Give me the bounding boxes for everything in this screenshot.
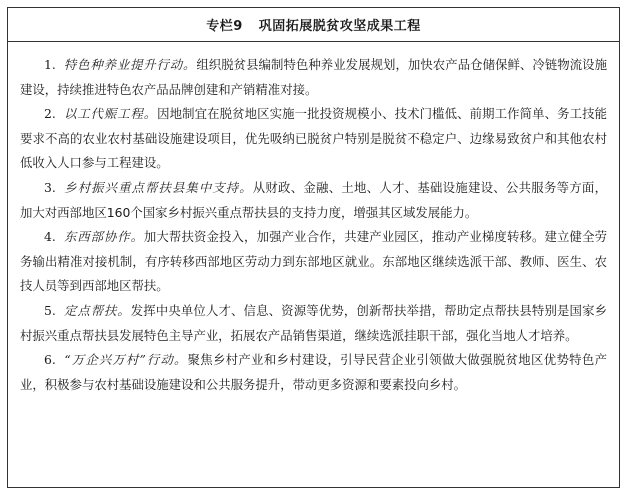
- item-heading: 乡村振兴重点帮扶县集中支持。: [64, 179, 253, 195]
- column-box: [7, 7, 620, 488]
- item-body: 发挥中央单位人才、信息、资源等优势，创新帮扶举措，帮助定点帮扶县特别是国家乡村振兴重点帮扶县发展特色主导产业，拓展农产品销售渠道，继续选派挂职干部，强化当地人才培养。: [20, 302, 608, 343]
- item-body: 因地制宜在脱贫地区实施一批投资规模小、技术门槛低、前期工作简单、务工技能要求不高的农业农村基础设施建设项目，优先吸纳已脱贫户特别是脱贫不稳定户、边缘易致贫户和其他农村低收入人口参与工程建设。: [20, 106, 608, 171]
- item-number: 4.: [44, 229, 56, 245]
- list-item: [20, 299, 607, 348]
- list-item: [20, 53, 607, 102]
- item-number: 1.: [44, 57, 56, 72]
- list-item: [20, 176, 607, 225]
- item-body: 聚焦乡村产业和乡村建设，引导民营企业引领做大做强脱贫地区优势特色产业，积极参与农村基础设施建设和公共服务提升，带动更多资源和要素投向乡村。: [20, 352, 608, 392]
- item-heading: 东西部协作。: [63, 229, 144, 245]
- item-heading: “万企兴万村”行动。: [64, 352, 188, 368]
- column-header: [8, 8, 619, 42]
- item-number: 5.: [44, 302, 56, 318]
- list-item: [20, 102, 607, 176]
- column-label: 专栏9: [206, 19, 243, 34]
- item-number: 2.: [44, 106, 56, 122]
- column-content: [8, 42, 619, 397]
- item-number: 6.: [44, 352, 56, 368]
- item-number: 3.: [44, 179, 56, 195]
- column-title: 巩固拓展脱贫攻坚成果工程: [258, 19, 421, 34]
- item-body: 加大帮扶资金投入，加强产业合作，共建产业园区，推动产业梯度转移。建立健全劳务输出精准对接机制，有序转移西部地区劳动力到东部地区就业。东部地区继续选派干部、教师、医生、农技人员等到西部地区帮扶。: [20, 229, 607, 294]
- item-heading: 以工代赈工程。: [63, 106, 158, 122]
- item-body: 从财政、金融、土地、人才、基础设施建设、公共服务等方面，加大对西部地区160个国家乡村振兴重点帮扶县的支持力度，增强其区域发展能力。: [20, 179, 607, 220]
- item-heading: 定点帮扶。: [64, 302, 131, 318]
- item-body: 组织脱贫县编制特色种养业发展规划，加快农产品仓储保鲜、冷链物流设施建设，持续推进特色农产品品牌创建和产销精准对接。: [20, 57, 608, 97]
- list-item: [20, 348, 607, 397]
- item-heading: 特色种养业提升行动。: [63, 57, 197, 72]
- list-item: [20, 225, 607, 299]
